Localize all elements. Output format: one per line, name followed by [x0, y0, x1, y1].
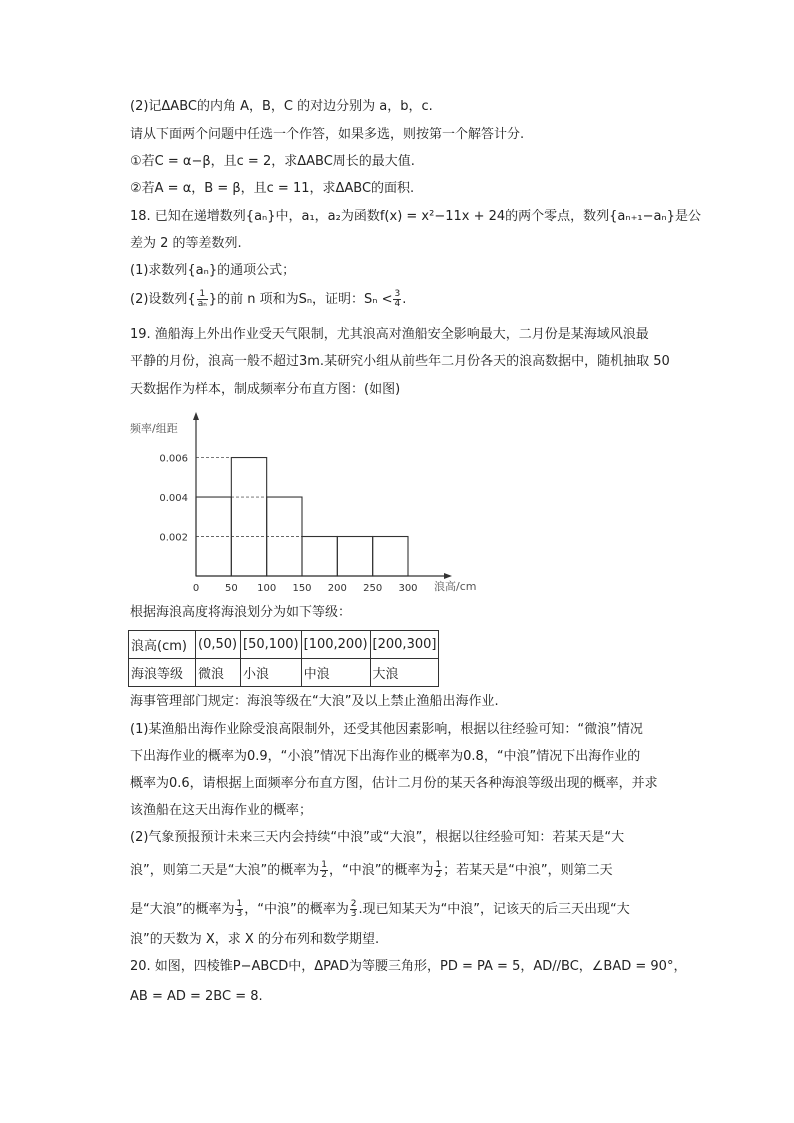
- q18-part2-pre: (2)设数列{: [130, 292, 196, 307]
- hist-bar: [337, 537, 372, 576]
- text: 是“大浪”的概率为: [130, 902, 235, 917]
- q18-line-1: 18. 已知在递增数列{aₙ}中，a₁，a₂为函数f(x) = x²−11x + 24的两个零点，数列{aₙ₊₁−aₙ}是公: [130, 209, 701, 224]
- y-tick-label: 0.002: [159, 532, 188, 544]
- q20-line-1: 20. 如图，四棱锥P−ABCD中，ΔPAD为等腰三角形，PD = PA = 5，AD//BC，∠BAD = 90°，: [130, 959, 687, 974]
- fraction: [434, 861, 442, 880]
- y-tick-labels: [159, 454, 188, 544]
- frac-num: 1: [197, 290, 208, 300]
- q18-part-2: [130, 290, 406, 309]
- table-cell: 大浪: [370, 659, 439, 687]
- x-tick-label: 0: [192, 583, 200, 594]
- q19-p2-line-3: [130, 900, 630, 919]
- q19-p1-line-3: 概率为0.6，请根据上面频率分布直方图，估计二月份的某天各种海浪等级出现的概率，并求: [130, 776, 658, 791]
- q19-p2-line-2: [130, 861, 613, 880]
- q19-p1-line-2: 下出海作业的概率为0.9，“小浪”情况下出海作业的概率为0.8，“中浪”情况下出海作业的: [130, 749, 641, 764]
- table-cell: [50,100): [241, 631, 302, 659]
- frac-den: 2: [435, 870, 442, 880]
- q18-line-2: 差为 2 的等差数列.: [130, 236, 242, 251]
- x-tick-label: 150: [292, 583, 312, 594]
- q19-p1-line-1: (1)某渔船出海作业除受浪高限制外，还受其他因素影响，根据以往经验可知：“微浪”情况: [130, 722, 643, 737]
- x-tick-label: 250: [363, 583, 383, 594]
- table-cell: [100,200): [301, 631, 370, 659]
- q18-part-1: (1)求数列{aₙ}的通项公式；: [130, 263, 296, 278]
- hist-bar: [302, 537, 337, 576]
- q17-choose-line: 请从下面两个问题中任选一个作答，如果多选，则按第一个解答计分.: [130, 127, 525, 142]
- x-axis-arrow-icon: [444, 573, 452, 579]
- frac-num: 1: [321, 860, 327, 870]
- table-cell: 微浪: [196, 659, 241, 687]
- q18-part2-end: .: [402, 292, 407, 307]
- text: ，“中浪”的概率为: [328, 863, 434, 878]
- frac-den: 3: [350, 909, 357, 919]
- frac-num: 3: [394, 289, 401, 299]
- y-tick-label: 0.004: [159, 493, 188, 505]
- table-cell: (0,50): [196, 631, 241, 659]
- x-tick-label: 200: [327, 583, 347, 594]
- table-row: [129, 659, 439, 687]
- frac-num: 2: [350, 899, 357, 909]
- table-cell: 小浪: [241, 659, 302, 687]
- y-tick-label: 0.006: [159, 453, 188, 465]
- q18-part2-mid: }的前 n 项和为Sₙ，证明：Sₙ <: [208, 292, 393, 307]
- q18-bound-fraction: [393, 290, 401, 309]
- frac-den: aₙ: [197, 299, 207, 309]
- frequency-histogram: [126, 412, 486, 597]
- table-cell: [200,300]: [370, 631, 439, 659]
- q19-p2-line-1: (2)气象预报预计未来三天内会持续“中浪”或“大浪”，根据以往经验可知：若某天是“大: [130, 830, 625, 845]
- x-axis-label: 浪高/cm: [434, 580, 477, 593]
- x-tick-label: 50: [224, 583, 238, 594]
- q18-part2-fraction: [197, 290, 208, 309]
- q19-rule: 海事管理部门规定：海浪等级在“大浪”及以上禁止渔船出海作业.: [130, 694, 499, 709]
- text: .现已知某天为“中浪”，记该天的后三天出现“大: [358, 902, 630, 917]
- q19-p2-line-4: 浪”的天数为 X，求 X 的分布列和数学期望.: [130, 932, 380, 947]
- table-cell: 浪高(cm): [129, 631, 196, 659]
- x-tick-labels: [193, 583, 418, 594]
- q17-option-1: ①若C = α−β，且c = 2，求ΔABC周长的最大值.: [130, 154, 415, 169]
- q19-after-chart: 根据海浪高度将海浪划分为如下等级：: [130, 605, 352, 620]
- table-cell: 中浪: [301, 659, 370, 687]
- frac-den: 3: [236, 909, 243, 919]
- q19-line-3: 天数据作为样本，制成频率分布直方图：(如图): [130, 382, 401, 397]
- q17-option-2: ②若A = α，B = β，且c = 11，求ΔABC的面积.: [130, 181, 415, 196]
- text: ；若某天是“中浪”，则第二天: [443, 863, 613, 878]
- x-tick-label: 300: [398, 583, 418, 594]
- wave-grade-table: [128, 630, 439, 687]
- frac-num: 1: [236, 899, 243, 909]
- q17-part2-line: (2)记ΔABC的内角 A，B，C 的对边分别为 a，b，c.: [130, 99, 433, 114]
- y-axis-arrow-icon: [193, 412, 199, 420]
- q20-line-2: AB = AD = 2BC = 8.: [130, 989, 263, 1004]
- frac-num: 1: [435, 860, 442, 870]
- q19-line-2: 平静的月份，浪高一般不超过3m.某研究小组从前些年二月份各天的浪高数据中，随机抽取 50: [130, 354, 670, 369]
- frac-den: 4: [394, 299, 401, 309]
- q19-p1-line-4: 该渔船在这天出海作业的概率；: [130, 803, 313, 818]
- hist-bar: [231, 458, 266, 576]
- text: ，“中浪”的概率为: [244, 902, 349, 917]
- text: 浪”，则第二天是“大浪”的概率为: [130, 863, 320, 878]
- x-tick-label: 100: [257, 583, 277, 594]
- q19-line-1: 19. 渔船海上外出作业受天气限制，尤其浪高对渔船安全影响最大，二月份是某海域风浪最: [130, 327, 649, 342]
- table-row: [129, 631, 439, 659]
- frac-den: 2: [321, 870, 327, 880]
- table-cell: 海浪等级: [129, 659, 196, 687]
- y-axis-label: 频率/组距: [130, 422, 178, 435]
- fraction: [320, 861, 328, 880]
- fraction: [235, 900, 243, 919]
- hist-bars: [196, 458, 408, 576]
- fraction: [350, 900, 358, 919]
- hist-bar: [373, 537, 408, 576]
